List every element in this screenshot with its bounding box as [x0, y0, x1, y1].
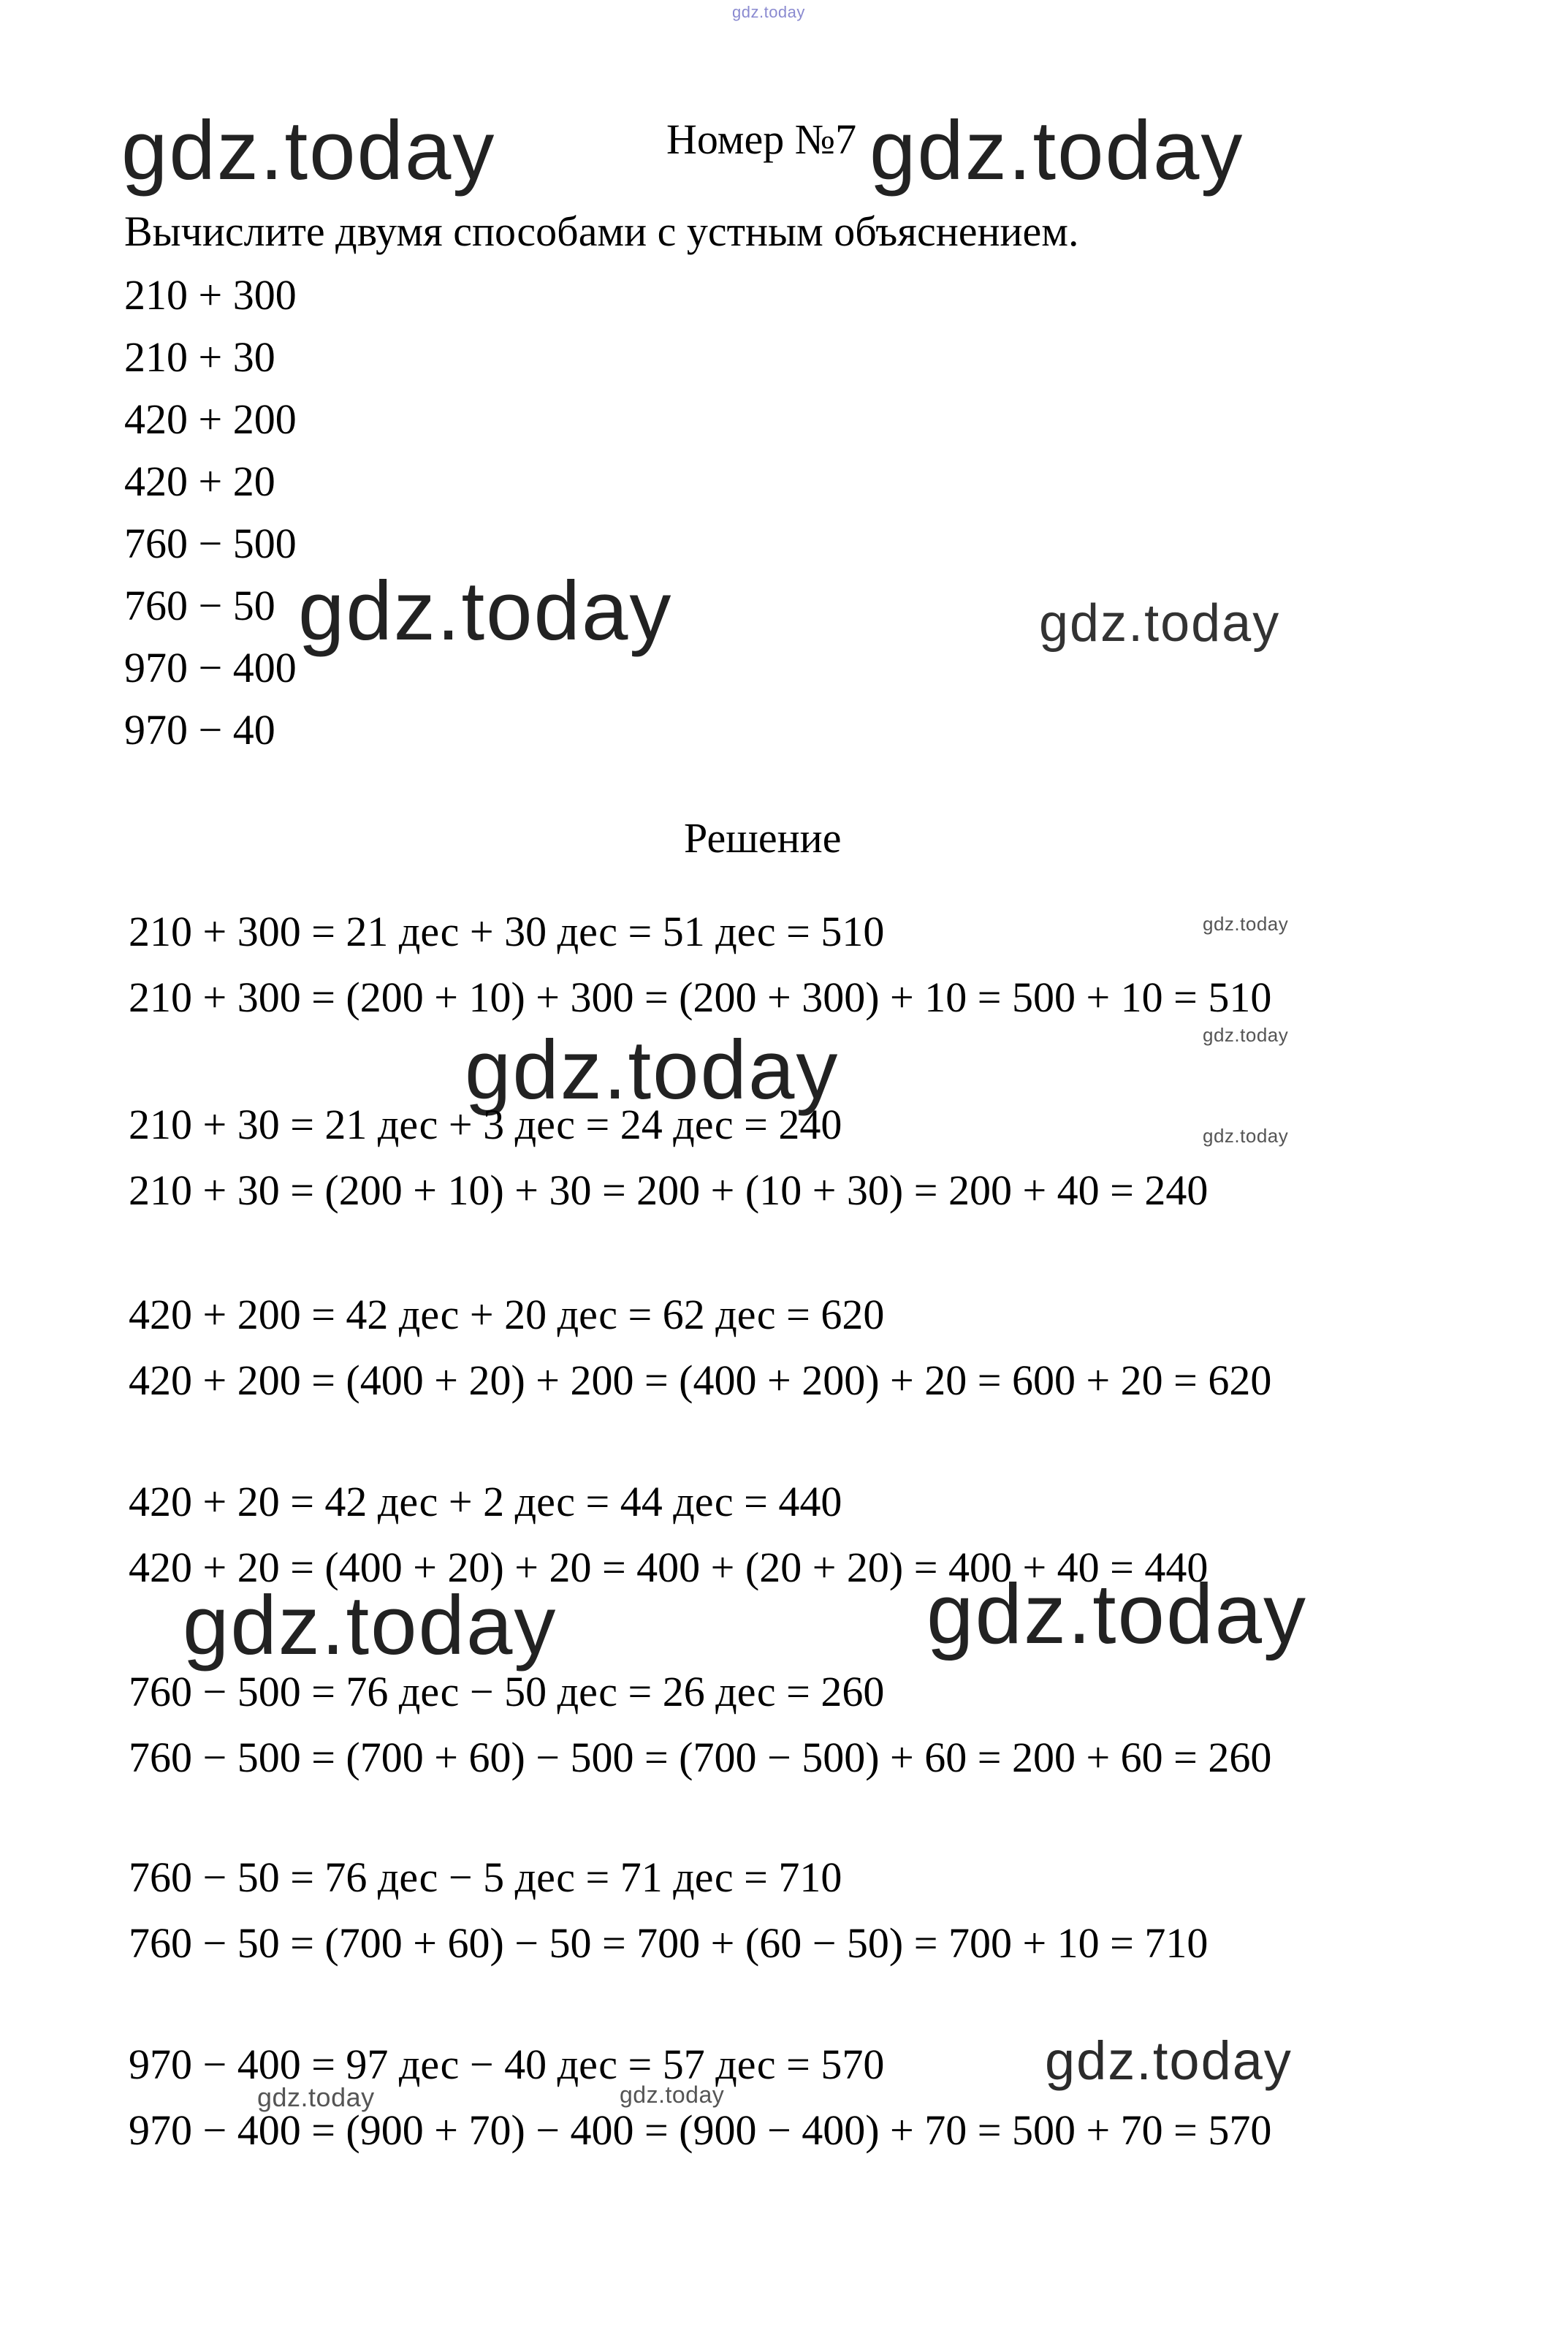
solution-method-2: 760 − 50 = (700 + 60) − 50 = 700 + (60 − 50) = 700 + 10 = 710: [129, 1919, 1209, 1967]
watermark-bottom-left-large: gdz.today: [183, 1579, 557, 1672]
problem-item: 420 + 20: [124, 458, 275, 505]
solution-method-2: 210 + 30 = (200 + 10) + 30 = 200 + (10 + 30) = 200 + 40 = 240: [129, 1166, 1209, 1214]
watermark-footer-tiny-center: gdz.today: [620, 2082, 725, 2108]
solution-pair-3: [129, 1282, 1271, 1413]
watermark-small-1: gdz.today: [1203, 913, 1289, 935]
watermark-top: gdz.today: [732, 3, 805, 21]
problem-item: 970 − 400: [124, 644, 297, 691]
solution-pair-5: [129, 1659, 1271, 1791]
solution-method-1: 760 − 50 = 76 дес − 5 дес = 71 дес = 710: [129, 1853, 842, 1901]
solution-pair-1: [129, 899, 1271, 1031]
solution-method-1: 210 + 300 = 21 дес + 30 дес = 51 дес = 510: [129, 908, 885, 955]
watermark-bottom-right-medium: gdz.today: [1045, 2030, 1293, 2091]
solution-method-2: 970 − 400 = (900 + 70) − 400 = (900 − 400) + 70 = 500 + 70 = 570: [129, 2106, 1272, 2154]
problem-item: 760 − 50: [124, 582, 275, 629]
solution-method-2: 760 − 500 = (700 + 60) − 500 = (700 − 500) + 60 = 200 + 60 = 260: [129, 1734, 1272, 1781]
task-instruction: Вычислите двумя способами с устным объяснением.: [124, 208, 1079, 255]
solution-method-1: 970 − 400 = 97 дес − 40 дес = 57 дес = 570: [129, 2041, 885, 2088]
solution-method-1: 210 + 30 = 21 дес + 3 дес = 24 дес = 240: [129, 1101, 842, 1148]
problem-number-title: Номер №7: [666, 115, 857, 163]
solution-method-1: 420 + 200 = 42 дес + 20 дес = 62 дес = 620: [129, 1291, 885, 1338]
solution-method-1: 760 − 500 = 76 дес − 50 дес = 26 дес = 260: [129, 1668, 885, 1715]
solution-method-2: 420 + 20 = (400 + 20) + 20 = 400 + (20 + 20) = 400 + 40 = 440: [129, 1544, 1209, 1591]
problem-item: 970 − 40: [124, 706, 275, 754]
watermark-header-right: gdz.today: [869, 105, 1244, 197]
watermark-bottom-right-large: gdz.today: [926, 1566, 1308, 1661]
watermark-inline-right: gdz.today: [1039, 594, 1281, 653]
watermark-header-left: gdz.today: [121, 105, 496, 197]
solution-pair-2: [129, 1092, 1208, 1223]
watermark-small-3: gdz.today: [1203, 1125, 1289, 1147]
solution-method-1: 420 + 20 = 42 дес + 2 дес = 44 дес = 440: [129, 1478, 842, 1525]
solution-method-2: 420 + 200 = (400 + 20) + 200 = (400 + 200) + 20 = 600 + 20 = 620: [129, 1356, 1272, 1404]
problem-item: 210 + 300: [124, 271, 297, 319]
problem-item: 420 + 200: [124, 395, 297, 443]
solution-pair-6: [129, 1845, 1208, 1976]
watermark-footer-tiny-left: gdz.today: [257, 2082, 375, 2112]
watermark-inline-left: gdz.today: [298, 565, 673, 658]
problem-list: [124, 264, 297, 761]
watermark-small-2: gdz.today: [1203, 1024, 1289, 1046]
solution-method-2: 210 + 300 = (200 + 10) + 300 = (200 + 300) + 10 = 500 + 10 = 510: [129, 974, 1272, 1021]
watermark-solution-center: gdz.today: [465, 1024, 840, 1117]
problem-item: 210 + 30: [124, 333, 275, 381]
solution-heading: Решение: [684, 814, 842, 862]
problem-item: 760 − 500: [124, 520, 297, 567]
